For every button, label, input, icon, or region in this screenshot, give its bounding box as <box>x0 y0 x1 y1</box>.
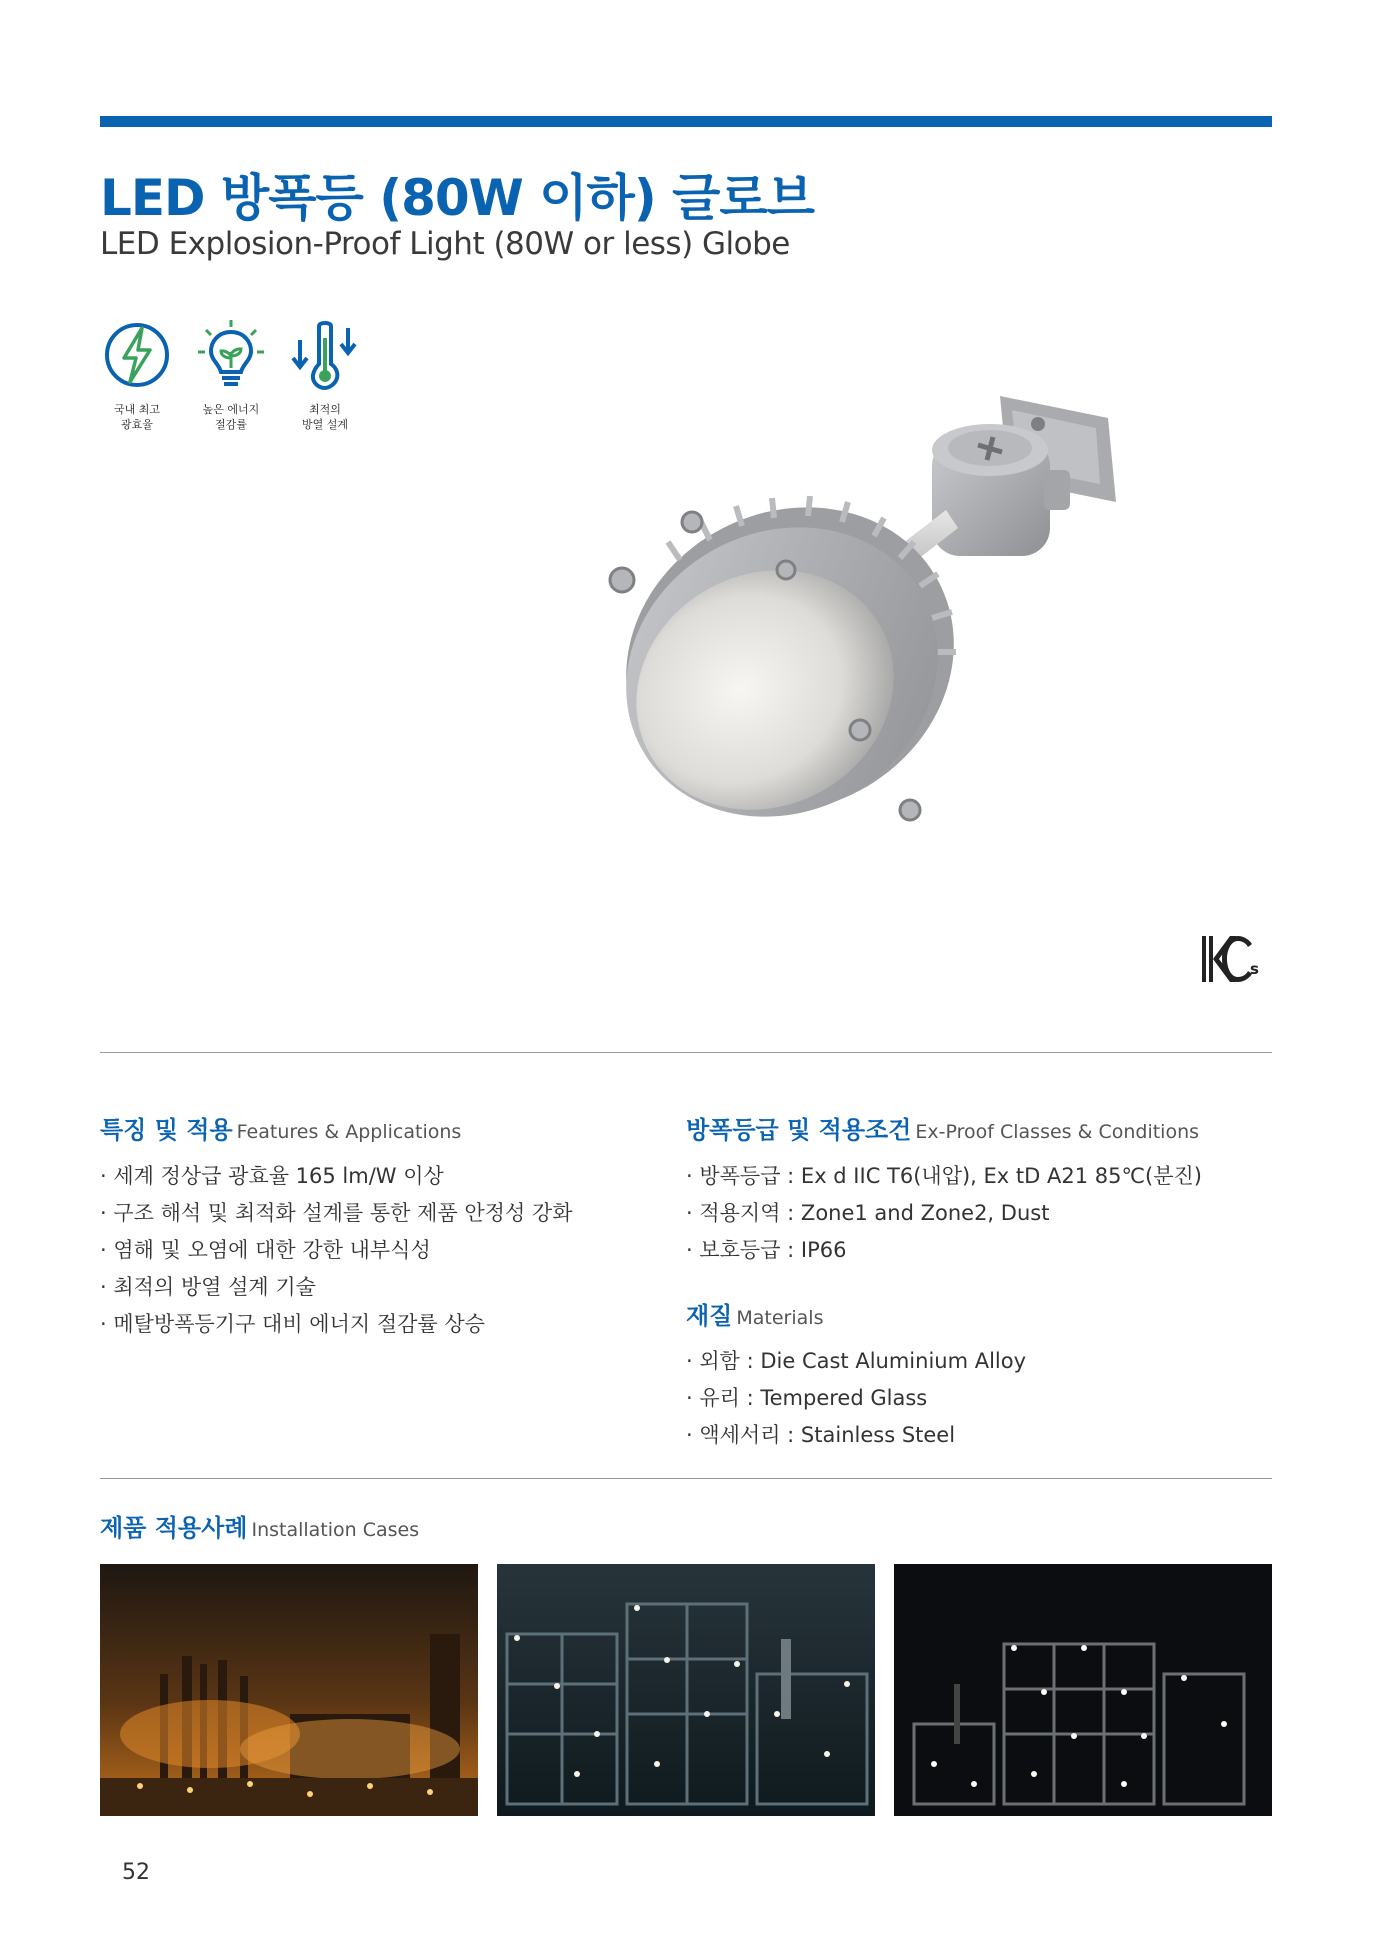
section-divider <box>100 1478 1272 1479</box>
installation-photo-2 <box>497 1564 875 1816</box>
list-item: · 액세서리 : Stainless Steel <box>686 1417 1026 1454</box>
materials-heading <box>686 1296 823 1331</box>
features-heading <box>100 1110 461 1145</box>
installation-heading <box>100 1508 419 1543</box>
features-heading-en: Features & Applications <box>236 1121 462 1143</box>
list-item: · 방폭등급 : Ex d IIC T6(내압), Ex tD A21 85℃(분진) <box>686 1158 1202 1195</box>
lightning-circle-icon <box>100 318 174 392</box>
exproof-heading-ko: 방폭등급 및 적용조건 <box>686 1116 912 1144</box>
feature-heat-dissipation <box>288 318 362 432</box>
kc-certification-mark <box>1200 930 1264 988</box>
features-list <box>100 1158 572 1343</box>
list-item: · 보호등급 : IP66 <box>686 1232 1202 1269</box>
features-heading-ko: 특징 및 적용 <box>100 1116 233 1144</box>
materials-list <box>686 1343 1026 1454</box>
exproof-heading <box>686 1110 1199 1145</box>
exproof-list <box>686 1158 1202 1269</box>
section-divider <box>100 1052 1272 1053</box>
feature-label: 최적의 방열 설계 <box>301 403 348 431</box>
installation-photo-3 <box>894 1564 1272 1816</box>
lightbulb-leaf-icon <box>194 318 268 392</box>
list-item: · 구조 해석 및 최적화 설계를 통한 제품 안정성 강화 <box>100 1195 572 1232</box>
feature-label: 국내 최고 광효율 <box>113 403 160 431</box>
thermometer-icon <box>288 318 362 392</box>
materials-heading-ko: 재질 <box>686 1302 733 1330</box>
feature-energy-saving <box>194 318 268 432</box>
installation-heading-ko: 제품 적용사례 <box>100 1514 248 1542</box>
materials-heading-en: Materials <box>736 1307 824 1329</box>
feature-efficiency <box>100 318 174 432</box>
exproof-heading-en: Ex-Proof Classes & Conditions <box>915 1121 1200 1143</box>
page-number: 52 <box>122 1860 150 1885</box>
page-subtitle: LED Explosion-Proof Light (80W or less) Globe <box>100 226 790 262</box>
list-item: · 외함 : Die Cast Aluminium Alloy <box>686 1343 1026 1380</box>
installation-photo-1 <box>100 1564 478 1816</box>
installation-heading-en: Installation Cases <box>251 1519 420 1541</box>
installation-photos <box>100 1564 1272 1816</box>
list-item: · 적용지역 : Zone1 and Zone2, Dust <box>686 1195 1202 1232</box>
list-item: · 메탈방폭등기구 대비 에너지 절감률 상승 <box>100 1306 572 1343</box>
list-item: · 염해 및 오염에 대한 강한 내부식성 <box>100 1232 572 1269</box>
product-image <box>560 390 1120 910</box>
top-accent-rule <box>100 116 1272 127</box>
list-item: · 최적의 방열 설계 기술 <box>100 1269 572 1306</box>
page-title: LED 방폭등 (80W 이하) 글로브 <box>100 169 814 227</box>
feature-icons <box>100 318 362 432</box>
list-item: · 세계 정상급 광효율 165 lm/W 이상 <box>100 1158 572 1195</box>
list-item: · 유리 : Tempered Glass <box>686 1380 1026 1417</box>
svg-text:s: s <box>1250 960 1259 978</box>
feature-label: 높은 에너지 절감률 <box>202 403 260 431</box>
